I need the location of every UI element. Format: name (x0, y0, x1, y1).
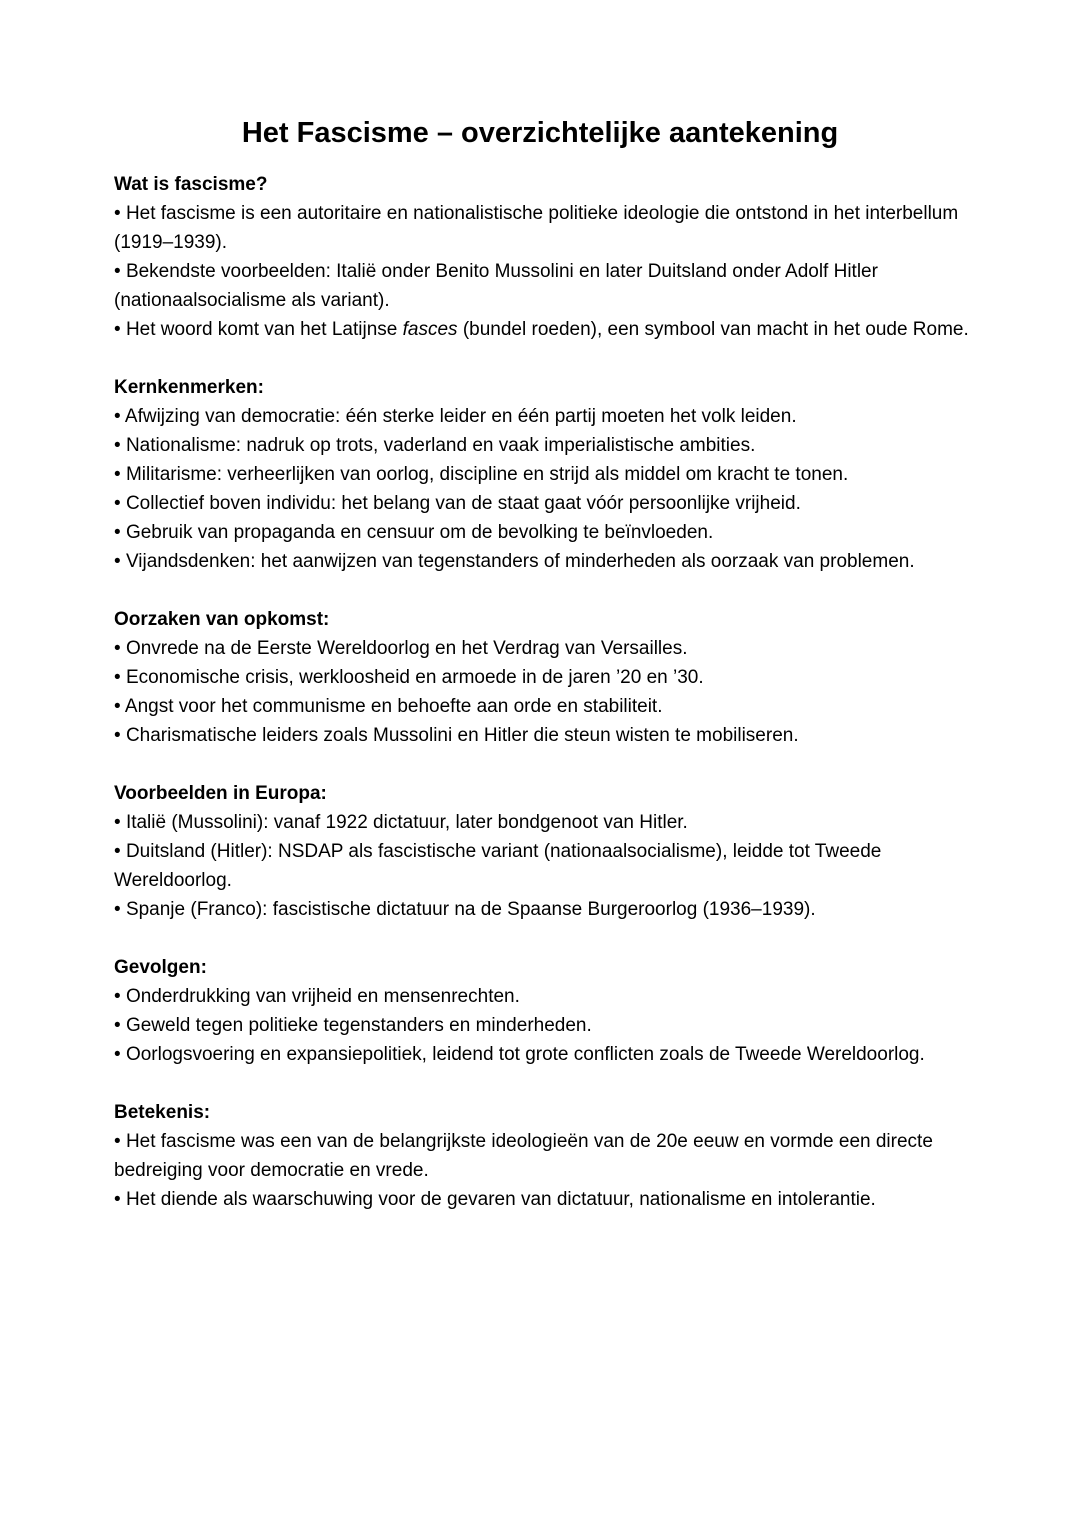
list-item (114, 1011, 984, 1040)
bullet-icon: • (114, 841, 126, 862)
bullet-icon: • (114, 638, 126, 659)
section-heading: Betekenis: (114, 1102, 211, 1123)
list-item-text: Onderdrukking van vrijheid en mensenrechten. (125, 986, 520, 1007)
bullet-icon: • (114, 899, 126, 920)
list-item (114, 431, 984, 460)
list-item-text: (bundel roeden), een symbool van macht in het oude Rome. (457, 319, 969, 340)
bullet-icon: • (114, 261, 126, 282)
list-item-text: Afwijzing van democratie: één sterke leider en één partij moeten het volk leiden. (124, 406, 797, 427)
list-item (114, 692, 984, 721)
list-item (114, 1127, 984, 1185)
list-item (114, 518, 984, 547)
section-heading: Wat is fascisme? (114, 174, 268, 195)
list-item (114, 808, 984, 837)
list-item-text: Het fascisme is een autoritaire en nationalistische politieke ideologie die ontstond in het interbellum (1919–1939). (114, 203, 959, 253)
list-item (114, 547, 984, 576)
list-item (114, 1185, 984, 1214)
list-item (114, 199, 984, 257)
page-title: Het Fascisme – overzichtelijke aantekening (241, 117, 839, 149)
list-item-text: Collectief boven individu: het belang van de staat gaat vóór persoonlijke vrijheid. (125, 493, 801, 514)
bullet-icon: • (114, 696, 125, 717)
list-item-text: Gebruik van propaganda en censuur om de bevolking te beïnvloeden. (125, 522, 714, 543)
list-item (114, 837, 984, 895)
list-item-text: Charismatische leiders zoals Mussolini en Hitler die steun wisten te mobiliseren. (125, 725, 799, 746)
list-item (114, 634, 984, 663)
list-item-text: Onvrede na de Eerste Wereldoorlog en het Verdrag van Versailles. (125, 638, 688, 659)
list-item-text: Italië (Mussolini): vanaf 1922 dictatuur, later bondgenoot van Hitler. (125, 812, 688, 833)
list-item (114, 460, 984, 489)
list-item-text: Militarisme: verheerlijken van oorlog, discipline en strijd als middel om kracht te tonen. (125, 464, 849, 485)
bullet-icon: • (114, 1189, 126, 1210)
list-item-text: Het diende als waarschuwing voor de gevaren van dictatuur, nationalisme en intolerantie. (125, 1189, 876, 1210)
section-causes (114, 605, 984, 750)
section-heading: Voorbeelden in Europa: (114, 783, 327, 804)
bullet-icon: • (114, 406, 125, 427)
bullet-icon: • (114, 1015, 126, 1036)
bullet-icon: • (114, 667, 126, 688)
bullet-icon: • (114, 522, 126, 543)
list-item (114, 982, 984, 1011)
section-significance (114, 1098, 984, 1214)
list-item-text: Het fascisme was een van de belangrijkste ideologieën van de 20e eeuw en vormde een directe bedreiging voor democratie en vrede. (114, 1131, 933, 1181)
bullet-icon: • (114, 464, 126, 485)
list-item (114, 315, 984, 344)
list-item-text: Vijandsdenken: het aanwijzen van tegenstanders of minderheden als oorzaak van problemen. (125, 551, 915, 572)
bullet-icon: • (114, 1044, 126, 1065)
bullet-icon: • (114, 1131, 126, 1152)
bullet-icon: • (114, 986, 126, 1007)
section-core-features (114, 373, 984, 576)
bullet-icon: • (114, 319, 126, 340)
bullet-icon: • (114, 435, 126, 456)
list-item-text: Geweld tegen politieke tegenstanders en minderheden. (125, 1015, 592, 1036)
section-consequences (114, 953, 984, 1069)
list-item-text: Economische crisis, werkloosheid en armoede in de jaren ’20 en ’30. (125, 667, 704, 688)
list-item-text: Bekendste voorbeelden: Italië onder Benito Mussolini en later Duitsland onder Adolf Hitler (nationaalsocialisme als variant). (114, 261, 878, 311)
list-item (114, 402, 984, 431)
list-item-text: Nationalisme: nadruk op trots, vaderland en vaak imperialistische ambities. (125, 435, 756, 456)
bullet-icon: • (114, 493, 126, 514)
bullet-icon: • (114, 812, 126, 833)
bullet-icon: • (114, 203, 126, 224)
list-item-text: Angst voor het communisme en behoefte aan orde en stabiliteit. (124, 696, 663, 717)
section-heading: Kernkenmerken: (114, 377, 264, 398)
list-item (114, 489, 984, 518)
section-examples-europe (114, 779, 984, 924)
section-what-is-fascism (114, 170, 984, 344)
list-item-text: Het woord komt van het Latijnse (125, 319, 403, 340)
list-item-text: Duitsland (Hitler): NSDAP als fascistische variant (nationaalsocialisme), leidde tot Tweede Wereldoorlog. (114, 841, 882, 891)
list-item (114, 663, 984, 692)
bullet-icon: • (114, 551, 126, 572)
list-item (114, 257, 984, 315)
list-item (114, 1040, 984, 1069)
list-item-text: Spanje (Franco): fascistische dictatuur na de Spaanse Burgeroorlog (1936–1939). (125, 899, 816, 920)
list-item (114, 721, 984, 750)
italic-term: fasces (402, 319, 458, 340)
bullet-icon: • (114, 725, 126, 746)
list-item (114, 895, 984, 924)
list-item-text: Oorlogsvoering en expansiepolitiek, leidend tot grote conflicten zoals de Tweede Wereldoorlog. (125, 1044, 925, 1065)
section-heading: Gevolgen: (114, 957, 207, 978)
document-body (114, 170, 984, 1243)
section-heading: Oorzaken van opkomst: (114, 609, 330, 630)
